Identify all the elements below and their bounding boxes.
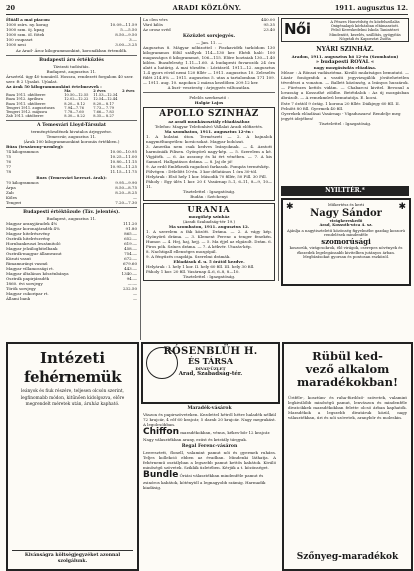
apollo-programme-item: 3. Amerika nem csak kedves leányoknak. — 4. Aratott harmóniák Pilisen. Gyönyörű nagy-kép. — 5. Szerelem a ké. Vígjáték. — 6. Az asszony és ki ért vénében. — 7. A kis Samuel. Hallgatásos dráma. — 8. Jaj de jó!	[146, 144, 272, 164]
stock-row-label: Osztrák-magyar államvasut	[6, 251, 62, 257]
futures-column-header: 2 éves	[122, 89, 135, 93]
stock-row-value: 94.—	[126, 276, 137, 282]
futures-cell: 7.73— 7.79	[93, 105, 114, 110]
editor-name: Halgár Lajos	[194, 100, 224, 105]
exchange-row-label: La clen vérs	[143, 17, 168, 22]
rosenbluh-company: ÉS TÁRSA	[187, 356, 233, 366]
noi-line: A Pénzes Honvédség és közfelszólalás	[330, 20, 400, 24]
apollo-date: Ma szombaton, 1911. augusztus 12-én :	[164, 129, 254, 134]
wheat-row-label: 75	[6, 154, 12, 160]
futures-cell: 7.94—7.76	[64, 105, 84, 110]
nyari-heading: NYÁRI SZINHÁZ.	[316, 46, 374, 53]
market-row-value: 5.—5.50	[120, 27, 137, 32]
rye-row-label: Köles	[6, 195, 17, 201]
noi-line: Nógrádi és Kaposvári Zsófia	[339, 36, 391, 41]
wheat-row	[6, 169, 137, 174]
nyari-sign: Tisztelettel : Igazgatóság.	[318, 121, 372, 126]
regal-text: Leeresztett, flonell, valamint pamut női és gyermek ruhára. Teljes kollekció ebben az évadban. Mindenki láthatja. A fehérnemű osztályban a legszebb pamut kettős kabátok. Kiváló minőségű szövetek. Sziklák üzletében. Kérjük a t. közönséget.	[143, 450, 276, 470]
urania-ad	[143, 203, 275, 281]
rye-row-value: 8.50—8.75	[115, 185, 137, 191]
paper-title: ARADI KÖZLÖNY.	[172, 4, 242, 12]
futures-cell: Tengeri 1912. májusra	[6, 110, 48, 115]
intezeti-ad	[6, 342, 139, 571]
bundle-label: Bundle	[143, 470, 179, 480]
exchange-row-value: 23.40	[263, 27, 275, 32]
stock-row-value: —	[133, 296, 137, 302]
rye-row-value: —	[133, 195, 137, 201]
apollo-info-line: Fölvégen : Délelőtt 10-én. 3 kor délutános 1 óra 30-tól.	[146, 169, 258, 174]
stock-row-value: —	[133, 291, 137, 297]
futures-cell: 7.78—7.60	[64, 110, 84, 115]
nagy-sandor-ad	[281, 198, 411, 286]
stock-row-value: 458.—	[124, 246, 137, 252]
rubel-text: Úriféle-, kosztüm- és ruha-fürdőző- szövetek, valamint legkiválóbb minőségű pamut, lenvászon és mindenféle divatcikkek maradékokban felette olcsó árban kaphatók. Maradékok a legszebb divatáruk közül, nagy választékban, úri és női szövetek, aranybőr és moleskin.	[288, 395, 407, 420]
stock-row-value: 443.—	[124, 266, 137, 272]
stock-row-label: Rimamurányi vasmű	[6, 261, 48, 267]
rye-row-value: 8.20—8.25	[115, 190, 137, 196]
market-heading: Élőáll a mai piacon:	[6, 17, 51, 22]
kozelet-subheading: — Jan. 11. —	[195, 40, 222, 45]
rubel-title-3: maradékokban!	[297, 375, 398, 389]
stock-row-label: Török sorsjegy	[6, 286, 36, 292]
noi-ad	[281, 18, 409, 42]
urania-address: (Aradi Szabadság-tér 19.)	[182, 219, 236, 224]
noi-line: Felső Kereskedelmi Iskola Tanintézet	[331, 28, 399, 33]
stock-row-value: 672.—	[124, 256, 137, 262]
stock-row-value: 232.50	[123, 286, 137, 292]
market-note: Az Arad- Ároz kilogrammonkint, koronákban értendők.	[15, 48, 128, 53]
column-rule	[140, 17, 141, 340]
exchange-row-value: 95.35	[263, 22, 275, 27]
stock-row-value: 652.—	[124, 236, 137, 242]
stock-price-list	[6, 221, 137, 301]
nyari-text: Műsor : A Rönszi vadásztéma. Kiváló mulatságos bemutató. — Lázár fonógrafok a vasúti jegyvizsgálók jóvátehetetlen tévedései a vonaton. — Ballett közönség, a leányos huszárok. — Fürészes kettős vidám. — Chabarcsi kivitel. Bevonul a lovasság a Kossuthé zöldbe. Betétdalok : Az új mozgásban ábrázolt. — A remekművű bemutatója. E. kocsi.	[281, 70, 409, 100]
market-price-list	[6, 22, 137, 47]
nyari-royal-sub: nagy mozgásisdás előadása.	[313, 65, 377, 70]
budapest-text: Árszérül. ügy 40 tonnáról. Hosszu, rendezett forgalom 40 szer. szer. ft 2 Ujsalat. Ujúalat.	[6, 74, 134, 84]
stock-row-value: 619.—	[124, 241, 137, 247]
maradek-text: Vászon és papirszöveteken. Kezdettel hétről hétre haladék nélkül 72 krajcár, 4 rőf 60 krajcár, 5 darab 20 krajcár. Nagy megrakást. A legolcsóbban.	[143, 412, 276, 427]
stock-row-value: 679.60	[123, 261, 137, 267]
stock-exchange-heading: Budapesti értéktőzsde (Táv. jelentés).	[23, 210, 120, 216]
stock-row-label: Osztrák hitelrészvény	[6, 236, 51, 242]
divider	[143, 92, 275, 93]
cotton-heading: Az árak 50 kilogrammonkint értelmezvek :	[6, 84, 102, 89]
futures-cell: 8.20— 8.12	[64, 101, 86, 106]
futures-column-header: 2 éves	[93, 89, 106, 93]
futures-row	[6, 97, 137, 101]
rye-row-label: Tengeri	[6, 200, 22, 206]
stock-row-label: Osztrák papirjáradék	[6, 276, 50, 282]
stock-row-label: Magyar jelzálogbitelbank	[6, 246, 58, 252]
chiffon-text: maradékokban, vénus, kékes-bőr 12 krajcár. Nagy választékban arany, ezüst és kristály tárgyak.	[143, 430, 271, 442]
futures-cell: 7.66— 7.83	[93, 110, 114, 115]
futures-cell: 11.53—12.34	[93, 93, 118, 98]
nagy-name: Nagy Sándor	[310, 207, 382, 219]
stock-exchange-dateline: Budapest, augusztus 11.	[46, 216, 97, 222]
futures-cell: 8.20— 8.17	[93, 101, 114, 106]
lloyd-heading: A Temesvári Lloyd-Társulat	[37, 123, 106, 129]
rubel-title-1: Rübül ked-	[312, 349, 383, 363]
urania-date: Ma szombaton, 1911. augusztus 12.	[168, 224, 250, 229]
apollo-title: APOLLÓ SZINHÁZ	[159, 109, 259, 119]
nyari-extra: Gyerekek előadásai Vasárnap - Vígaduszaru! Rendelje meg jegyét idejében!	[281, 111, 401, 121]
wheat-row-value: 10.95—11.25	[110, 164, 137, 170]
divider	[6, 207, 137, 208]
wheat-row-label: 74 kilogrammos	[6, 149, 39, 155]
exchange-row-label: Az orosz svéd	[143, 27, 171, 32]
futures-cell: Buza 1912. áprilisra	[6, 97, 43, 102]
exchange-row-label: Váró kilós	[143, 22, 163, 27]
futures-table	[6, 89, 137, 118]
urania-programme-item: 1. A szerelem a fák között. Dráma. — 2. A vágy kép. Gyönyörű dráma. — 3. Klement Ferenc a tenger fenekén. Humor. — 4. Hej, haj, hejj. — 5. Ma éjjel az elgázolt. Drám. 6. Piros pók. Színes dráma. — 7. A kékvér. Utazás-kép.	[146, 229, 272, 249]
wheat-row-value: 10.80—11.15	[110, 159, 137, 165]
stock-row-label: 1860. évi sorsjegy	[6, 281, 43, 287]
stock-row-label: Magyar hitelrészvény	[6, 231, 50, 237]
rubel-footer: Szőnyeg-maradékok	[296, 552, 399, 562]
apollo-programme-item: 1. A hulzáni úton. Természeti — 2. A hajnalok nagyméltanyetlen: kovácsokat. Magyar bohózat.	[146, 134, 272, 144]
futures-cell: Zab 1911. októberre	[6, 114, 44, 119]
noi-title: Női	[284, 20, 311, 38]
market-row-label: 1000 szm. öl. fötek	[6, 32, 45, 37]
rosenbluh-type: DIVAT-ÜZLET	[195, 366, 226, 371]
wheat-row-value: 11.15—11.75	[110, 169, 137, 175]
apollo-ad	[143, 107, 275, 201]
market-row-value: 10.09—11.59	[110, 22, 137, 27]
intezeti-title-1: Intézeti	[39, 349, 106, 367]
stock-row-label: Magyar koronajáradék 4%	[6, 226, 60, 232]
urania-info-line: Páholy 1 kor. 20 fill. Vasárnap 4–6, 6–8, 8—10.	[146, 269, 240, 274]
page-number: 20	[6, 4, 16, 12]
stock-row-value: 111.20	[123, 221, 137, 227]
nagy-highlight: szomorúsági	[321, 236, 371, 246]
apollo-info	[146, 169, 272, 189]
editor-label: Felelős szerkesztő :	[189, 95, 229, 100]
nyari-royal: » budapesti ROYAL «	[315, 59, 375, 65]
maradek-heading: Maradék-vásárok	[187, 406, 232, 411]
budapest-subheading: Távirati tudósítás.	[53, 64, 90, 69]
wheat-row-label: 76	[6, 159, 12, 165]
budapest-dateline: Budapest, augusztus 11.	[46, 69, 97, 74]
stock-row-value: 865.—	[124, 231, 137, 237]
stock-row-value: 1340.—	[121, 271, 137, 277]
futures-cell: 8.35— 8.27	[93, 114, 114, 119]
bundle-text: Óriási választékban mindenféle pamut és zsinóros kabátok, köténytől a legnagyobb számig. Harmadik kiadásig.	[143, 473, 266, 490]
stock-row	[6, 296, 137, 301]
urania-subtitle: mozgókép színház	[188, 214, 230, 219]
exchange-row-value: 440.00	[261, 17, 275, 22]
exchange-rows	[143, 17, 275, 32]
divider	[6, 120, 137, 121]
market-row-label: 100 csupaszt	[6, 37, 33, 42]
rye-row	[6, 200, 137, 205]
star-ornament: ✱	[398, 202, 406, 212]
apollo-info-line: Helyárak : Első hely 1 kor. Második 70 fillér, 50 Fill. 30 Fill.	[146, 174, 267, 179]
market-row-label: 1000 zsírs. ny. korag	[6, 22, 48, 27]
summer-theatre-column	[281, 44, 409, 184]
market-row-value: 3.—	[129, 37, 137, 42]
apollo-info-line: Páholy : Egy ülés 1 kor. 20 f. Vasárnap 5–1, 6–11, 8—9, 10—11.	[146, 179, 272, 189]
stock-row-label: Hornbankruszi leszámitoló	[6, 241, 61, 247]
market-column	[6, 17, 137, 340]
noi-line: Oxigénalapú kórházban eltámasztott.	[330, 24, 400, 29]
noi-line: Mindenütt, kezelés, szállítás, gyógyítás	[329, 32, 401, 37]
stock-row-label: Állami bank	[6, 296, 31, 302]
issue-date: 1911. augusztus 12.	[334, 4, 408, 12]
urania-info	[146, 264, 272, 274]
rosenbluh-name: RÓSENBLÜH H.	[163, 346, 258, 357]
apollo-sign: Budán : Széchenyi	[190, 194, 228, 199]
nagy-role: virágkereskedő	[329, 217, 363, 223]
rye-row-value: 7.20—7.30	[115, 200, 137, 206]
urania-info-line: Helyárak : I. hely 1 kor. II. hely 60 fill. III. hely 30 fill.	[146, 264, 255, 269]
rosenbluh-text-column	[143, 404, 276, 567]
stock-row-value: 91.80	[125, 226, 137, 232]
urania-title: URANIA	[187, 204, 231, 214]
budapest-heading: Budapesti áru értékűzlés	[39, 58, 104, 63]
urania-programme-item: 9. A fényűzés csapdája. Szerelmi drámák.	[146, 254, 231, 259]
intezeti-text: leányok és fiuk részére, teljesen olcsón szerint, legfinomabb módon, kitűnően kidolgozva, előre megrendelt méretek után, áruház kapható.	[20, 389, 125, 407]
stock-row-value: 754.—	[124, 251, 137, 257]
nyari-dateline: Aradon, 1911. augusztus hó 12-én (Szombaton)	[291, 54, 399, 59]
apollo-greeting: Tisztelettel : Igazgatóság.	[182, 189, 236, 194]
wheat-row-label: 78	[6, 169, 12, 175]
logo-ornament	[146, 347, 178, 379]
chiffon-label: Chiffon	[143, 427, 179, 437]
futures-cell: 10.50—12.55	[64, 93, 89, 98]
regal-heading: Regal Ferenc-vásáron	[181, 444, 238, 449]
rubel-title-2: vező alkalom	[305, 362, 390, 376]
nyari-prices: Este 7 órától 9 óráig. 1 korona 20 fillér. Diákjegy 60 fill. II. Felnőtt 80 fill. Gyermek 40 fill.	[281, 101, 400, 111]
stock-row-label: Közuti vasut	[6, 256, 32, 262]
rye-heading: Rozs (Temesvári kereszt. árak):	[36, 175, 107, 181]
rosenbluh-ad	[141, 342, 280, 404]
apollo-programme	[146, 134, 272, 169]
urania-programme-item: 8. Nachtigall ellenséges mozgópál.	[146, 249, 217, 254]
apollo-subtitle: az aradi munkásosztály előadásához	[168, 119, 250, 124]
rye-row-label: Zab	[6, 190, 14, 196]
intezeti-footer: Kivánságra költségjegyzéket azonnal szolgálunk.	[12, 550, 133, 565]
rye-row-label: Árpa	[6, 185, 16, 191]
exchange-row	[143, 27, 275, 32]
rye-row-value: 9.95—9.90	[115, 180, 137, 186]
stock-row-label: Magyar villamossági rt.	[6, 266, 54, 272]
nagy-subheading: Műkertész és kerti	[327, 202, 365, 207]
futures-cell: 12.02—12.22	[64, 97, 89, 102]
column-rule	[278, 17, 279, 281]
lloyd-subheading: terménytőzsdének hivatalos árjegyzése.	[30, 129, 113, 135]
nagy-address: Arad, Kossuth-utca 4. sz.	[319, 222, 373, 228]
futures-cell: 12.54—12.44	[93, 97, 118, 102]
market-row-label: 1000 szm. öj. kpag	[6, 27, 45, 32]
intezeti-title-2: fehérnemük	[24, 368, 121, 386]
stock-row-label: Magyar általános kőszénbánya	[6, 271, 69, 277]
rye-price-list	[6, 180, 137, 205]
futures-row	[6, 114, 137, 118]
stock-row-label: Magyar cukoripar rt.	[6, 291, 49, 297]
wheat-heading: Búza (teszárony-nemleg):	[6, 144, 64, 150]
rubel-ad	[282, 342, 413, 571]
market-row-label: 1000 nesi	[6, 42, 26, 47]
urania-sign: Tisztelettel : Igazgatóság.	[182, 274, 236, 279]
noi-text	[324, 20, 406, 41]
nagy-text-2: koszorúk, virágcsokrok, élő virágok, cserepes növények és ékszedek legelegánsabb kivitelben jutányos árban. Megbízásokat gyorsan és pontosan eszközöl.	[289, 244, 403, 260]
market-row-value: 8.50—9.50	[115, 32, 137, 37]
page-header	[6, 4, 408, 15]
wheat-price-list	[6, 149, 137, 174]
futures-cell: Buza 1911. októberre	[6, 101, 46, 106]
futures-cell: Buza 1911. októberre	[6, 93, 46, 98]
rosenbluh-address: Arad, Szabadság-tér.	[178, 371, 243, 377]
lloyd-note: (Árak 100 kilogrammonkint koronás értékben.)	[23, 139, 120, 145]
rye-row-label: 70 kilogrammos	[6, 180, 39, 186]
star-ornament: ✱	[286, 202, 294, 212]
futures-cell: 8.30— 8.22	[64, 114, 86, 119]
wheat-row-label: 77	[6, 164, 12, 170]
futures-column-header: Ma	[64, 89, 71, 93]
nagy-text: Ajánlja a nagytiszteletű közönség figyelmébe gazdag koszorú rendelések mindenféle	[287, 227, 405, 238]
kozelet-heading: Közüzlet sorsjegyés.	[182, 34, 236, 39]
stock-row-label: Magyar aranyjáradek 4%	[6, 221, 58, 227]
kozelet-text: Augusztus 8. Mágyar nőbizottel : Piszkavidék tarkódom 130 kilogrammos fölül szállyok 114—130 ker. Ebédi haló: 100 magasságos 6 kilogrammot, 106—115. Előre hoztaiak 130—1.40 kilóra. Buzafeleség 1.11—1.60. A budapesti fuvarozók 24 óra alatt a határig. A mai tőzsdén : Lóztásról. 1911—12. augusztus 1–4 gyors rövid nemi 120 fillér — 1911. augusztus 10. Zeleselés fülét 214.8% — 1911. augusztus 5. utas a tartalomban 171 109. — 1911. aug. 10. napokon 2 mázsa kezdőben 209.12 ker.	[143, 45, 275, 85]
stock-row-value: —.—	[127, 281, 137, 287]
wheat-row-value: 10.00—10.95	[110, 149, 137, 155]
apollo-programme-item: 9. Az erdő Emlékezik ragadozó farkasok. Pompás terméskép.	[146, 164, 270, 169]
divider	[6, 55, 137, 56]
apollo-subtitle-2: Telefon: Magyar Telefonhívó Vállalat Aradi előfizetés.	[154, 124, 264, 129]
kozelet-note: A liszt- veszteség : árjegyzés változatlan.	[167, 85, 251, 90]
wheat-row-value: 10.25—11.00	[110, 154, 137, 160]
futures-cell: Tengeri 1911. augusztusra	[6, 105, 55, 110]
nyilttr-banner: NYILTTÉR.*	[281, 186, 409, 196]
urania-show-time: Előadások d. u. 5 órától kezdve.	[173, 259, 245, 264]
market-row	[6, 42, 137, 47]
market-row-value: 3.00—3.25	[115, 42, 137, 47]
urania-programme	[146, 229, 272, 259]
lloyd-dateline: Temesvár, augusztus 11.	[46, 134, 97, 140]
